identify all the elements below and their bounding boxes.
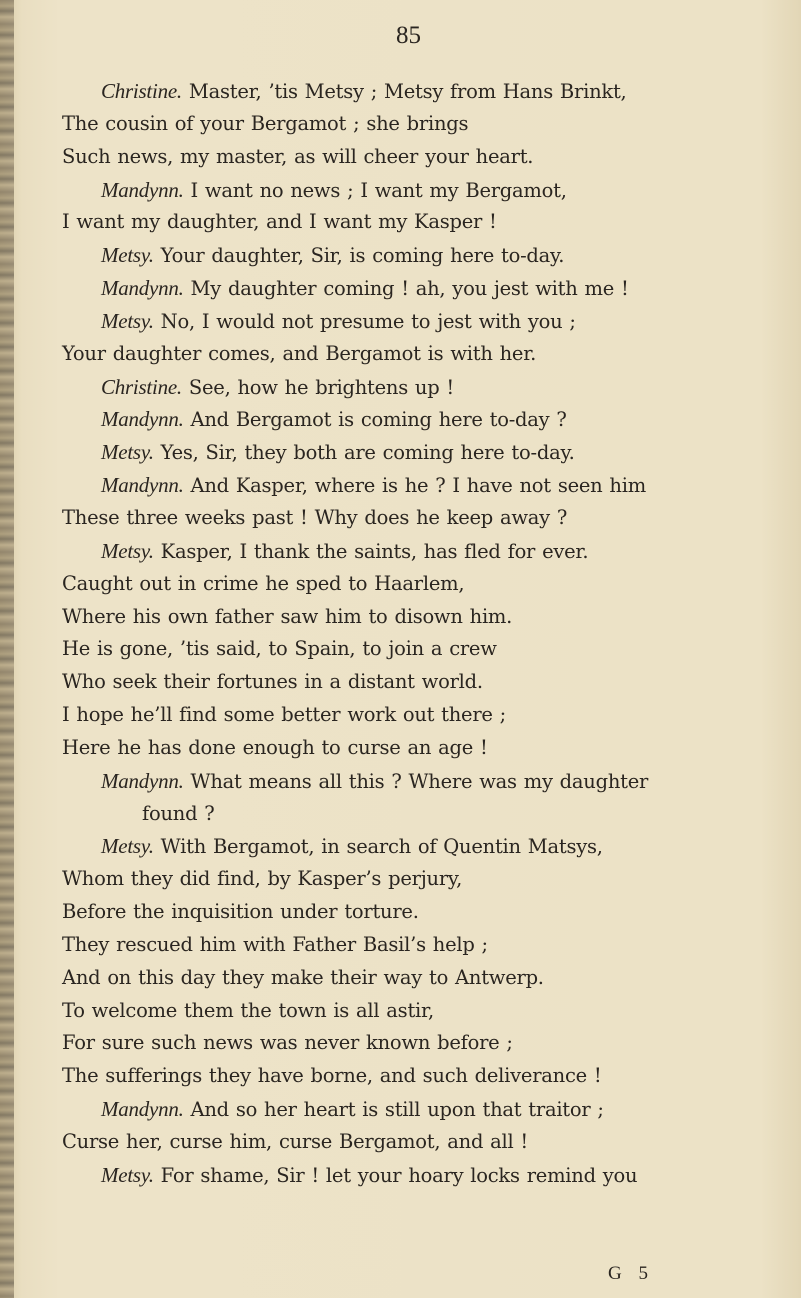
line-text: And Bergamot is coming here to-day ? xyxy=(183,408,567,432)
line-text: See, how he brightens up ! xyxy=(181,375,455,399)
line-text: With Bergamot, in search of Quentin Matsys, xyxy=(153,835,603,859)
text-line xyxy=(62,896,792,929)
line-text: Caught out in crime he sped to Haarlem, xyxy=(62,571,465,595)
line-text: Your daughter, Sir, is coming here to-day. xyxy=(153,244,565,268)
line-text: Who seek their fortunes in a distant world. xyxy=(62,670,483,694)
text-line xyxy=(62,732,792,765)
text-line xyxy=(62,1093,792,1126)
text-line xyxy=(62,1027,792,1060)
text-line xyxy=(62,699,792,732)
text-line xyxy=(62,502,792,535)
line-text: Kasper, I thank the saints, has fled for ever. xyxy=(153,539,589,563)
text-line xyxy=(62,765,792,798)
signature-mark: G 5 xyxy=(608,1263,654,1284)
text-line xyxy=(62,929,792,962)
speaker-name: Mandynn. xyxy=(101,407,184,432)
speaker-name: Metsy. xyxy=(101,308,154,333)
speaker-name: Mandynn. xyxy=(101,768,184,793)
line-text: And on this day they make their way to Antwerp. xyxy=(62,965,544,989)
line-text: Whom they did find, by Kasper’s perjury, xyxy=(62,867,463,891)
text-line xyxy=(62,995,792,1028)
speaker-name: Metsy. xyxy=(101,440,154,465)
line-text: Where his own father saw him to disown him. xyxy=(62,604,513,628)
speaker-name: Metsy. xyxy=(101,538,154,563)
text-line xyxy=(62,174,792,207)
text-line xyxy=(62,403,792,436)
text-line xyxy=(62,863,792,896)
speaker-name: Mandynn. xyxy=(101,177,184,202)
line-text: I want no news ; I want my Bergamot, xyxy=(183,178,567,202)
line-text: To welcome them the town is all astir, xyxy=(62,998,434,1022)
line-text: For sure such news was never known before ; xyxy=(62,1031,513,1055)
text-line xyxy=(62,272,792,305)
text-line xyxy=(62,141,792,174)
line-text: The sufferings they have borne, and such deliverance ! xyxy=(62,1064,602,1088)
line-text: For shame, Sir ! let your hoary locks remind you xyxy=(153,1163,638,1187)
speaker-name: Metsy. xyxy=(101,834,154,859)
line-text: Curse her, curse him, curse Bergamot, and all ! xyxy=(62,1130,529,1153)
text-line xyxy=(62,108,792,141)
line-text: I want my daughter, and I want my Kasper ! xyxy=(62,210,497,234)
text-line xyxy=(62,436,792,469)
line-text: No, I would not presume to jest with you ; xyxy=(153,309,576,333)
text-line xyxy=(62,75,792,108)
text-line xyxy=(62,305,792,338)
text-line xyxy=(62,371,792,404)
line-text: Your daughter comes, and Bergamot is with her. xyxy=(62,341,537,365)
line-text: What means all this ? Where was my daughter xyxy=(183,769,649,793)
binding-edge xyxy=(0,0,14,1298)
text-line xyxy=(62,798,792,831)
speaker-name: Christine. xyxy=(101,374,182,399)
line-text: Such news, my master, as will cheer your heart. xyxy=(62,144,534,168)
line-text: Before the inquisition under torture. xyxy=(62,900,419,924)
line-text: found ? xyxy=(142,801,215,825)
text-line xyxy=(62,568,792,601)
line-text: I hope he’ll find some better work out there ; xyxy=(62,703,506,727)
line-text: And so her heart is still upon that traitor ; xyxy=(183,1098,604,1122)
line-text: They rescued him with Father Basil’s help ; xyxy=(62,932,488,956)
speaker-name: Mandynn. xyxy=(101,276,184,301)
speaker-name: Mandynn. xyxy=(101,473,184,498)
line-text: He is gone, ’tis said, to Spain, to join a crew xyxy=(62,637,497,661)
line-text: My daughter coming ! ah, you jest with me ! xyxy=(183,277,629,301)
speaker-name: Mandynn. xyxy=(101,1097,184,1122)
speaker-name: Metsy. xyxy=(101,1162,154,1187)
text-line xyxy=(62,535,792,568)
text-line xyxy=(62,469,792,502)
text-line xyxy=(62,962,792,995)
line-text: And Kasper, where is he ? I have not seen him xyxy=(183,474,646,498)
page-number: 85 xyxy=(396,22,421,49)
line-text: These three weeks past ! Why does he keep away ? xyxy=(62,505,568,529)
text-line xyxy=(62,1060,792,1093)
text-line xyxy=(62,1126,792,1159)
text-line xyxy=(62,830,792,863)
text-line xyxy=(62,206,792,239)
line-text: Yes, Sir, they both are coming here to-day. xyxy=(153,441,575,465)
text-line xyxy=(62,633,792,666)
text-line xyxy=(62,666,792,699)
line-text: Master, ’tis Metsy ; Metsy from Hans Brinkt, xyxy=(181,80,627,103)
line-text: Here he has done enough to curse an age ! xyxy=(62,735,488,759)
dialogue-text xyxy=(62,75,792,1192)
text-line xyxy=(62,239,792,272)
speaker-name: Metsy. xyxy=(101,243,154,268)
text-line xyxy=(62,601,792,634)
line-text: The cousin of your Bergamot ; she brings xyxy=(62,111,469,135)
text-line xyxy=(62,338,792,371)
speaker-name: Christine. xyxy=(101,79,182,103)
text-line xyxy=(62,1159,792,1192)
